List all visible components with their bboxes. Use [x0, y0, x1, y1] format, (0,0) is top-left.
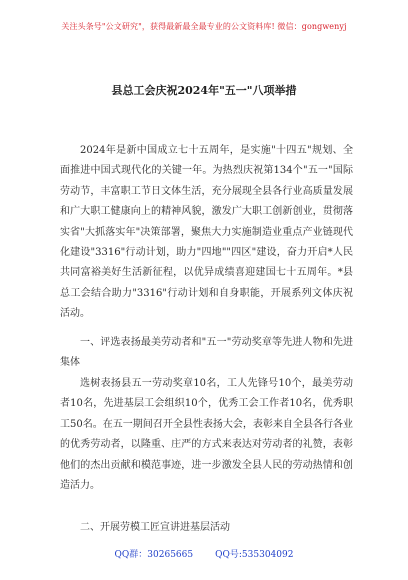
footer-qq-number: QQ号:535304092	[215, 550, 294, 560]
paragraph-section-1: 选树表扬县五一劳动奖章10名，工人先锋号10个，最美劳动者10名，先进基层工会组织10个，优秀工会工作者10名，优秀职工50名。在五一期间召开全县性表扬大会，表彰来自全县各行各业的优秀劳动者，以隆重、庄严的方式来表达对劳动者的礼赞，表彰他们的杰出贡献和模范事迹，进一步激发全县人民的劳动热情和创造活力。	[60, 378, 353, 492]
document-title: 县总工会庆祝2024年"五一"八项举措	[111, 84, 297, 97]
footer-contact	[0, 547, 408, 560]
section-heading-1: 一、评选表扬最美劳动者和"五一"劳动奖章等先进人物和先进集体	[60, 337, 353, 369]
section-heading-2: 二、开展劳模工匠宣讲进基层活动	[80, 522, 230, 533]
header-banner: 关注头条号"公文研究"，获得最新最全最专业的公文资料库! 微信：gongwenyj	[61, 22, 347, 31]
paragraph-intro: 2024年是新中国成立七十五周年，是实施"十四五"规划、全面推进中国式现代化的关键一年。为热烈庆祝第134个"五一"国际劳动节，丰富职工节日文体生活，充分展现全县各行业高质量发展和广大职工健康向上的精神风貌，激发广大职工创新创业，贯彻落实省"大抓落实年"决策部署，聚焦大力实施制造业重点产业链现代化建设"3316"行动计划，助力"四地""四区"建设，奋力开启*人民共同富裕美好生活新征程，以优异成绩喜迎建国七十五周年。*县总工会结合助力"3316"行动计划和自身职能，开展系列文体庆祝活动。	[60, 145, 353, 320]
footer-qq-group: QQ群：30265665	[114, 550, 194, 560]
